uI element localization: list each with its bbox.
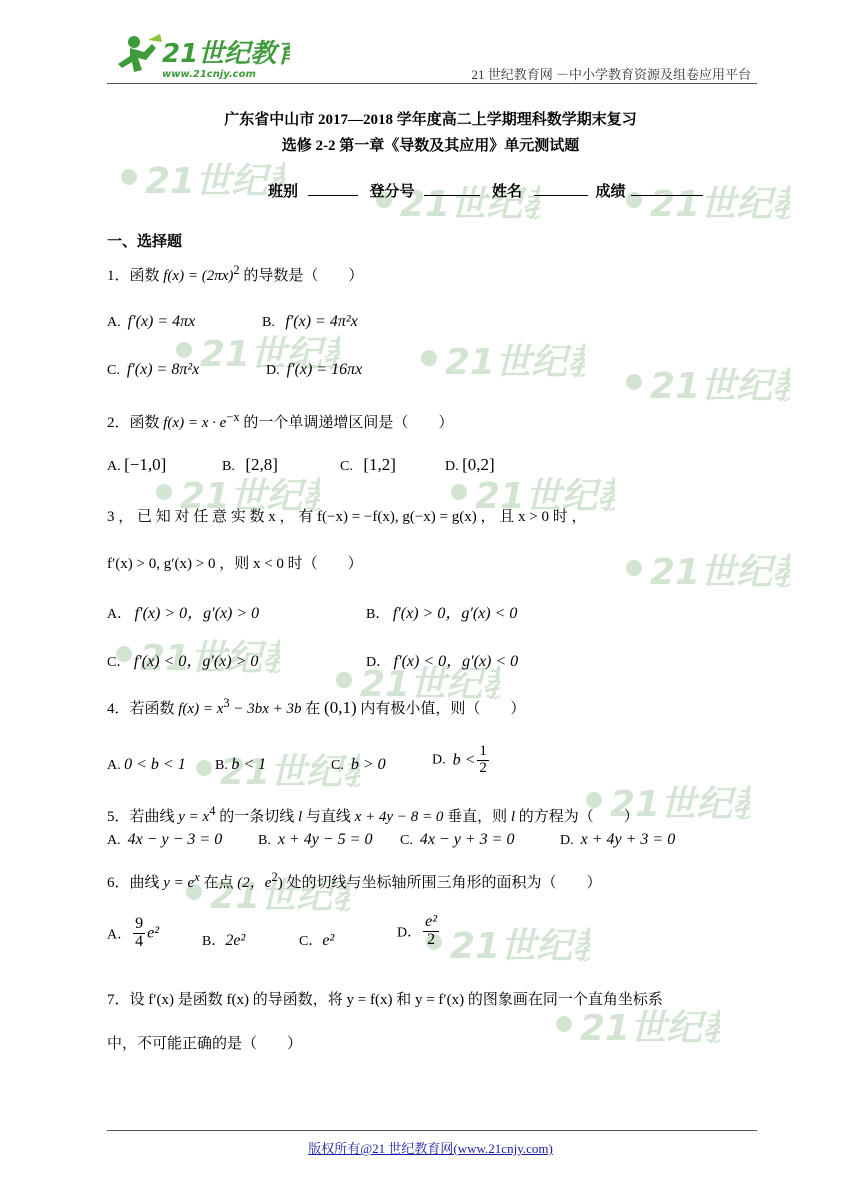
q6-option-c: C．e² (299, 932, 335, 949)
svg-text:21世纪教育: 21世纪 (200, 334, 323, 375)
q1-option-b: B. f′(x) = 4π²x (262, 313, 358, 330)
document-subtitle: 选修 2-2 第一章《导数及其应用》单元测试题 (281, 138, 580, 154)
svg-text:21世纪教育: 21世纪 (180, 476, 303, 517)
q1-option-a: A. f′(x) = 4πx (107, 313, 196, 330)
q5-option-a: A. 4x − y − 3 = 0 (107, 831, 223, 848)
watermark-logo (420, 920, 590, 985)
q2-option-d: D. [0,2] (445, 455, 495, 474)
q1-exponent: 2 (233, 263, 240, 277)
q2-stem-end: 的一个单调递增区间是（ ） (239, 415, 454, 431)
svg-text:21世纪教育: 21世纪 (475, 476, 598, 517)
q5-option-d: D. x + 4y + 3 = 0 (560, 831, 676, 848)
watermark-logo (415, 336, 585, 401)
class-label: 班别 (268, 184, 299, 200)
watermark-logo (115, 155, 285, 220)
q6-option-b: B．2e² (202, 932, 246, 949)
class-blank[interactable] (308, 181, 358, 196)
q1-stem-end: 的导数是（ ） (239, 268, 364, 284)
q1-expression: f(x) = (2πx) (163, 268, 234, 284)
q2-option-c: C. [1,2] (340, 455, 396, 474)
q4-option-a: A. 0 < b < 1 (107, 756, 186, 773)
q5-option-c: C. 4x − y + 3 = 0 (400, 831, 515, 848)
q2-stem: 2．函数 (107, 415, 164, 431)
watermark-logo (620, 546, 790, 611)
svg-text:21世纪教育: 21世纪 (400, 184, 523, 225)
q2-exponent: −x (226, 410, 240, 424)
document-title: 广东省中山市 2017—2018 学年度高二上学期理科数学期末复习 (224, 112, 637, 128)
q3-option-a: A． f′(x) > 0，g′(x) > 0 (107, 605, 260, 622)
student-info-fields (268, 180, 703, 201)
logo-url: www.21cnjy.com (162, 69, 256, 80)
svg-text:21世纪教育: 21世纪 (145, 161, 268, 202)
q1-option-d: D. f′(x) = 16πx (266, 361, 363, 378)
q4-option-c: C. b > 0 (331, 756, 386, 773)
footer-divider (107, 1130, 757, 1131)
q4-option-b: B. b < 1 (215, 756, 267, 773)
question-2 (107, 410, 453, 432)
svg-text:21世纪教育: 21世纪 (650, 552, 773, 593)
site-logo (112, 30, 290, 82)
q2-option-a: A. [−1,0] (107, 455, 167, 474)
q3-option-d: D． f′(x) < 0，g′(x) < 0 (366, 653, 519, 670)
svg-text:21世纪教育: 21世纪 (220, 752, 343, 793)
svg-text:21世纪教育: 21世纪 (210, 876, 333, 917)
question-3-line-2: f′(x) > 0, g′(x) > 0 ，则 x < 0 时（ ） (107, 556, 363, 572)
svg-text:21世纪教育: 21世纪 (140, 638, 263, 679)
header-site-name: 21 世纪教育网 －中小学教育资源及组卷应用平台 (471, 67, 751, 82)
question-6: 6．曲线 $y = e^x$ 在点 (2，$e^2$) 处的切线与坐标轴所围三角形的面积为（ ） (107, 870, 602, 891)
question-4: 4．若函数 $f(x) = x^3 - 3bx + 3b$ 在 (0,1) 内有极小值，则（ ） (107, 696, 526, 717)
section-heading: 一、选择题 (107, 234, 183, 250)
score-blank[interactable] (631, 181, 703, 196)
q1-stem: 1．函数 (107, 268, 164, 284)
reg-blank[interactable] (424, 181, 480, 196)
q3-option-c: C． f′(x) < 0，g′(x) > 0 (107, 653, 259, 670)
svg-text:21世纪教育: 21世纪 (610, 784, 733, 825)
footer-copyright-link[interactable]: 版权所有@21 世纪教育网(www.21cnjy.com) (308, 1141, 553, 1156)
name-blank[interactable] (534, 181, 588, 196)
svg-text:21世纪教育: 21世纪 (445, 342, 568, 383)
question-7-line-1: 7．设 f′(x) 是函数 f(x) 的导函数，将 y = f(x) 和 y = f′(x) 的图象画在同一个直角坐标系 (107, 992, 663, 1008)
svg-text:21世纪教育: 21世纪 (650, 366, 773, 407)
q2-option-b: B. [2,8] (222, 455, 278, 474)
name-label: 姓名 (492, 184, 523, 200)
header-divider (107, 83, 757, 84)
reg-label: 登分号 (369, 184, 415, 200)
question-1 (107, 263, 363, 285)
q3-option-b: B． f′(x) > 0，g′(x) < 0 (366, 605, 518, 622)
watermark-logo (550, 1002, 720, 1067)
watermark-logo (620, 360, 790, 425)
svg-text:21世纪教育: 21世纪 (360, 664, 483, 705)
q5-option-b: B. x + 4y − 5 = 0 (258, 831, 373, 848)
q2-expression: f(x) = x · e (163, 415, 227, 431)
q4-option-d: D. b < $\frac{1}{2}$ (432, 743, 487, 776)
logo-text: 21世纪教育 (162, 39, 290, 69)
score-label: 成绩 (595, 184, 626, 200)
q6-option-d: D． $\frac{\text{e²}}{2}$ (397, 913, 438, 948)
svg-text:21世纪教育: 21世纪 (580, 1008, 703, 1049)
question-5: 5．若曲线 $y = x^4$ 的一条切线 l 与直线 x + 4y − 8 = 0 垂直，则 l 的方程为（ ） (107, 804, 639, 825)
question-3-line-1: 3 ， 已 知 对 任 意 实 数 x ， 有 f(−x) = −f(x), g(−x) = g(x) ， 且 x > 0 时 ， (107, 509, 587, 525)
svg-text:21世纪教育: 21世纪 (650, 184, 773, 225)
q6-option-a: A． $\frac{9}{4}$ e² (107, 915, 160, 950)
question-7-line-2: 中，不可能正确的是（ ） (107, 1036, 303, 1052)
svg-text:21世纪教育: 21世纪 (450, 926, 573, 967)
q1-option-c: C. f′(x) = 8π²x (107, 361, 200, 378)
